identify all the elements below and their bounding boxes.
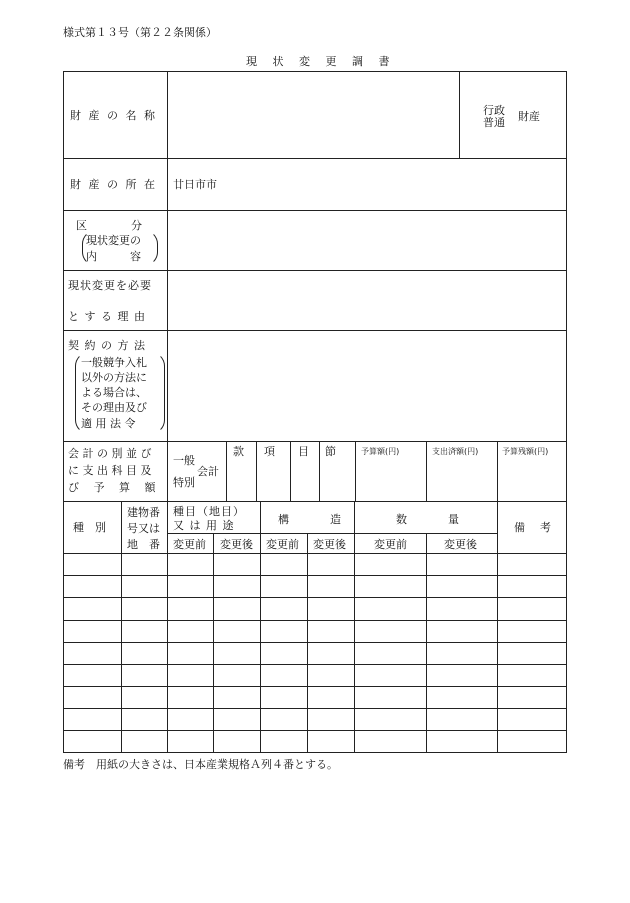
- account-special: 特別: [173, 476, 195, 489]
- property-type-suffix: 財産: [518, 110, 540, 123]
- quantity-after: 変更後: [444, 538, 477, 551]
- use-after: 変更後: [220, 538, 253, 551]
- contract-paren-line5: 適 用 法 令: [81, 417, 136, 430]
- col-budget: 予算額(円): [361, 447, 400, 456]
- contract-paren-line4: その理由及び: [81, 401, 147, 414]
- header-building-line3: 地 番: [127, 538, 160, 551]
- property-type-administrative: 行政: [483, 104, 505, 117]
- account-label-line2: に 支 出 科 目 及: [68, 464, 152, 477]
- header-building-line1: 建物番: [127, 506, 160, 519]
- location-value: 廿日市市: [173, 178, 217, 191]
- property-name-field[interactable]: [170, 80, 455, 154]
- header-use-line1: 種目（地目）: [173, 505, 245, 518]
- form-number: 様式第１３号（第２２条関係）: [63, 26, 217, 39]
- header-remarks: 備 考: [514, 521, 553, 534]
- structure-before: 変更前: [266, 538, 299, 551]
- col-setsu: 節: [325, 445, 336, 458]
- page-title: 現 状 変 更 調 書: [246, 55, 396, 68]
- structure-after: 変更後: [313, 538, 346, 551]
- header-quantity: 数 量: [396, 513, 461, 526]
- property-type-ordinary: 普通: [483, 116, 505, 129]
- contract-paren-line2: 以外の方法に: [81, 371, 147, 384]
- col-moku: 目: [298, 445, 309, 458]
- category-paren-line1: 現状変更の: [86, 234, 141, 247]
- header-use-line2: 又 は 用 途: [173, 519, 235, 532]
- col-kan: 款: [233, 445, 244, 458]
- account-label-line3: び 予 算 額: [68, 481, 156, 494]
- header-building-line2: 号又は: [127, 522, 160, 535]
- property-name-label: 財 産 の 名 称: [70, 109, 157, 122]
- footnote: 備考 用紙の大きさは、日本産業規格Ａ列４番とする。: [63, 758, 338, 771]
- account-label-line1: 会 計 の 別 並 び: [68, 447, 152, 460]
- account-kaikei: 会計: [197, 465, 219, 478]
- use-before: 変更前: [173, 538, 206, 551]
- reason-label-line1: 現状変更を必要: [68, 279, 152, 292]
- category-paren-line2: 内 容: [86, 250, 141, 263]
- contract-paren-line3: よる場合は、: [81, 386, 147, 399]
- header-structure: 構 造: [278, 513, 343, 526]
- contract-label: 契 約 の 方 法: [68, 339, 146, 352]
- account-general: 一般: [173, 454, 195, 467]
- contract-paren-line1: 一般競争入札: [81, 356, 147, 369]
- location-label: 財 産 の 所 在: [70, 178, 157, 191]
- reason-label-line2: と す る 理 由: [68, 310, 146, 323]
- quantity-before: 変更前: [374, 538, 407, 551]
- col-spent: 支出済額(円): [432, 447, 479, 456]
- category-label: 区 分: [76, 219, 142, 232]
- col-kou: 項: [264, 445, 275, 458]
- col-remaining: 予算残額(円): [502, 447, 549, 456]
- header-kind: 種 別: [73, 521, 106, 534]
